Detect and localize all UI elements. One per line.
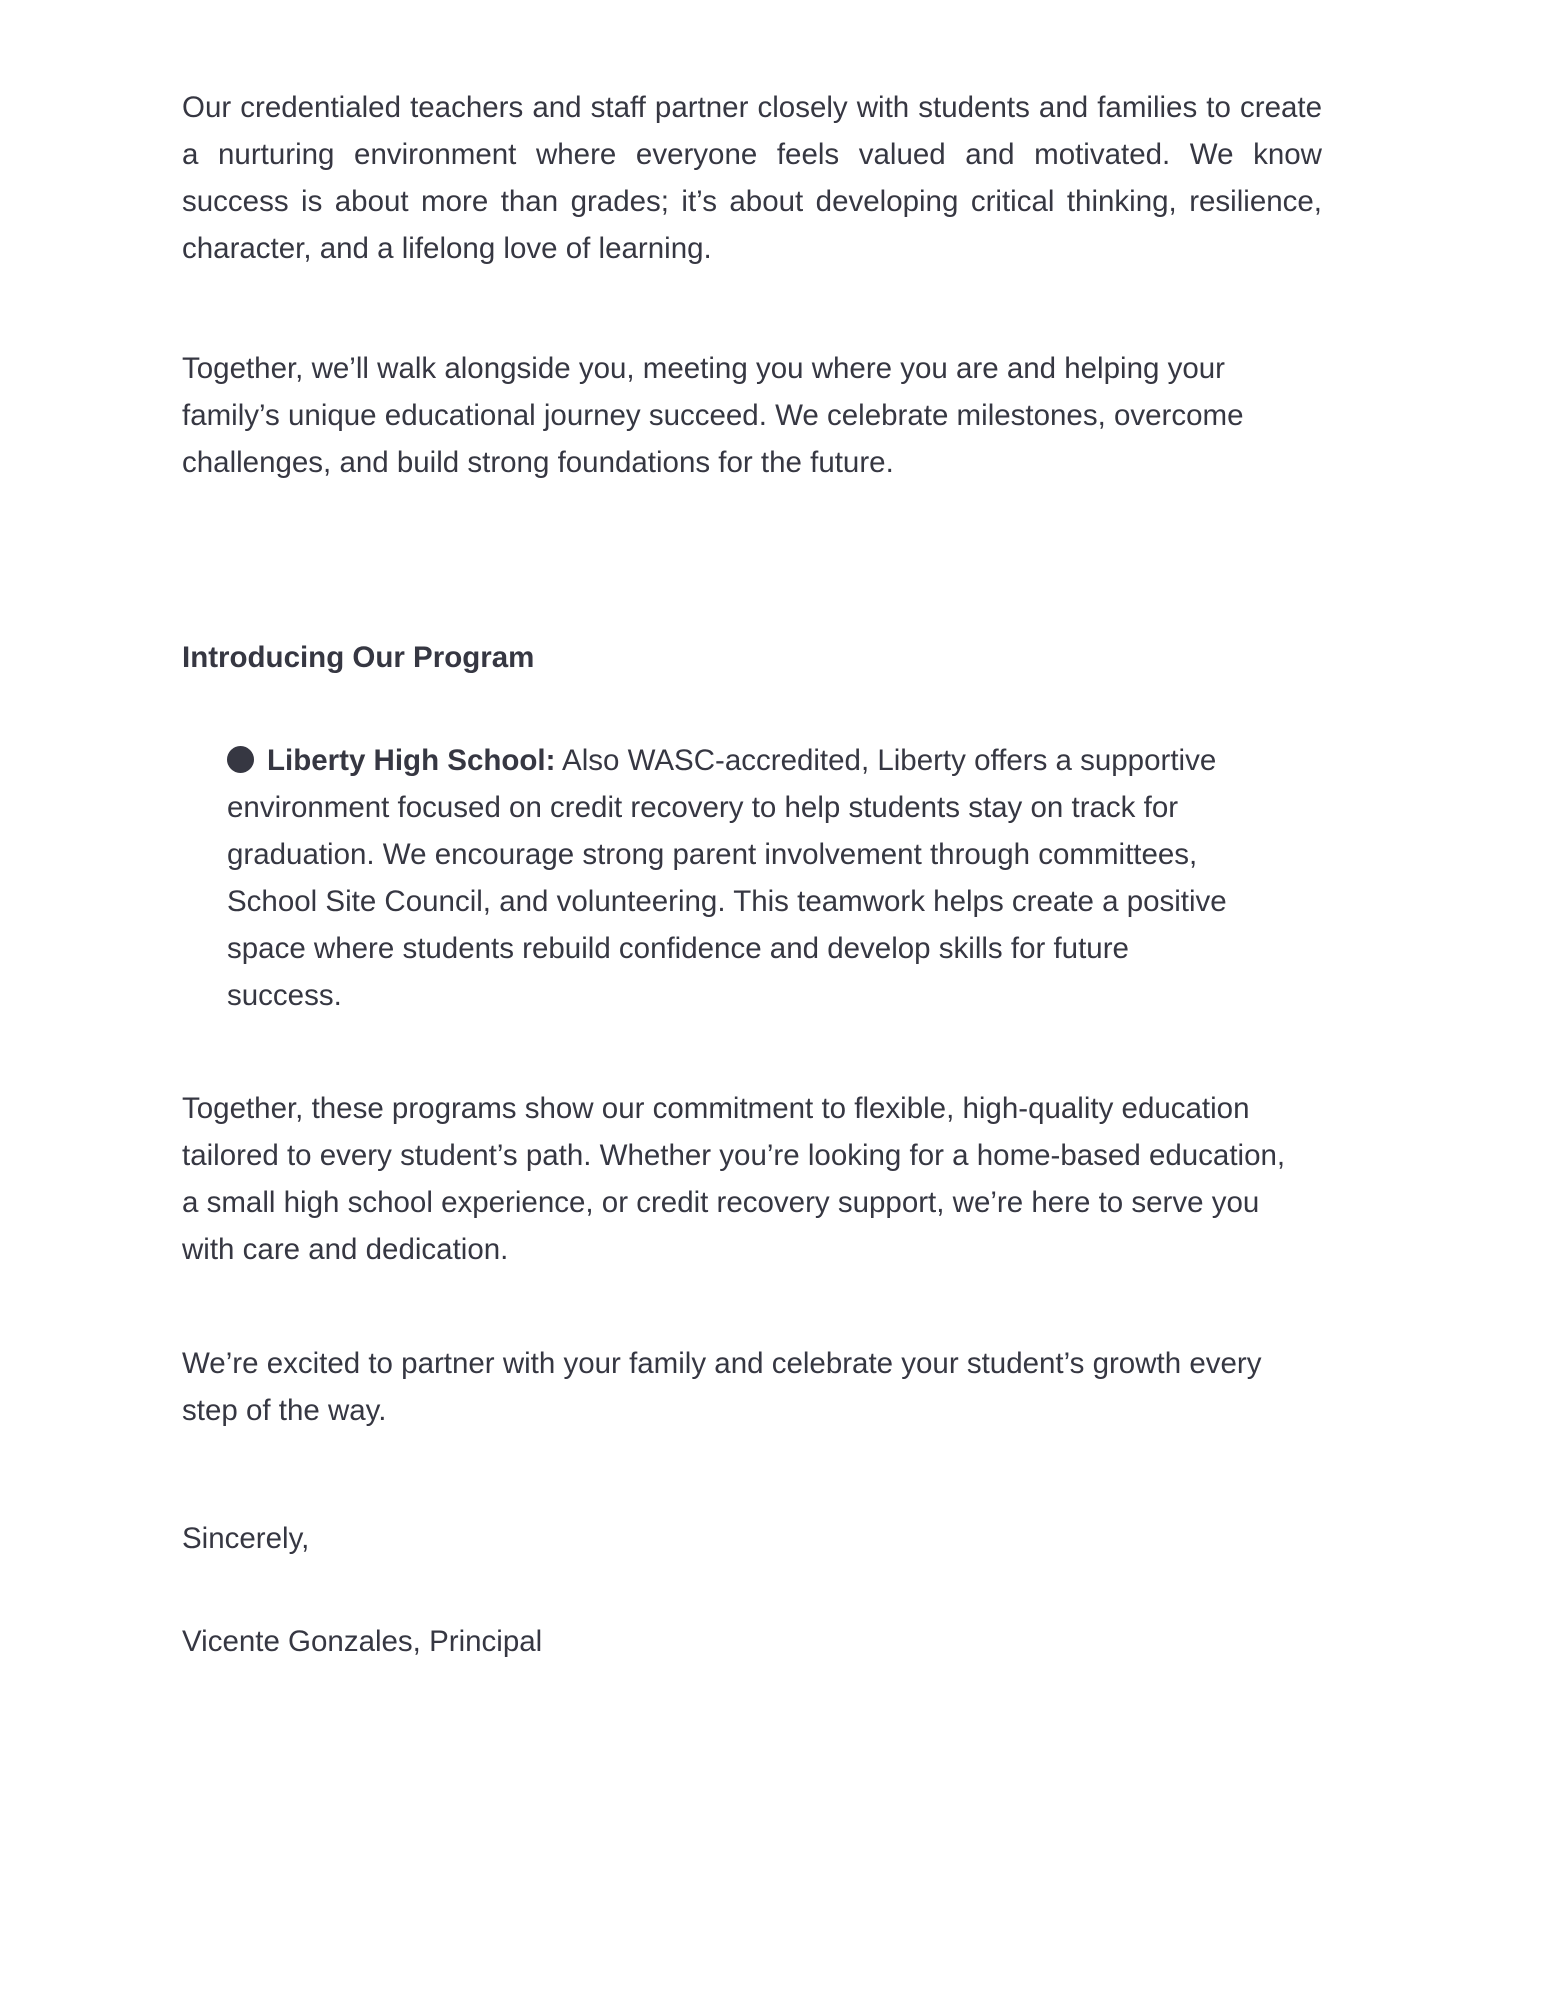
program-list-item bbox=[227, 737, 1327, 1019]
text-line: success. bbox=[227, 979, 342, 1012]
program-title: Liberty High School: bbox=[267, 744, 556, 777]
text-line: Also WASC-accredited, Liberty offers a supportive bbox=[555, 744, 1217, 777]
excitement-paragraph bbox=[182, 1340, 1382, 1434]
text-line: environment focused on credit recovery to help students stay on track for bbox=[227, 791, 1179, 824]
text-line: challenges, and build strong foundations for the future. bbox=[182, 446, 894, 479]
intro-paragraph: Our credentialed teachers and staff partner closely with students and families to create a nurturing environment where everyone feels valued and motivated. We know success is about more than grades; it’s about developing critical thinking, resilience, character, and a lifelong love of learning. bbox=[182, 91, 1322, 265]
text-line: family’s unique educational journey succeed. We celebrate milestones, overcome bbox=[182, 399, 1244, 432]
bullet-icon bbox=[227, 746, 254, 773]
closing-salutation: Sincerely, bbox=[182, 1522, 310, 1555]
text-line: space where students rebuild confidence and develop skills for future bbox=[227, 932, 1129, 965]
text-line: step of the way. bbox=[182, 1394, 387, 1427]
text-line: Together, these programs show our commitment to flexible, high-quality education bbox=[182, 1092, 1250, 1125]
text-line: a small high school experience, or credit recovery support, we’re here to serve you bbox=[182, 1186, 1260, 1219]
text-line: School Site Council, and volunteering. This teamwork helps create a positive bbox=[227, 885, 1227, 918]
signature: Vicente Gonzales, Principal bbox=[182, 1625, 543, 1658]
section-heading: Introducing Our Program bbox=[182, 641, 535, 674]
text-line: with care and dedication. bbox=[182, 1233, 509, 1266]
text-line: tailored to every student’s path. Whether you’re looking for a home-based education, bbox=[182, 1139, 1286, 1172]
partnership-paragraph bbox=[182, 345, 1382, 486]
text-line: We’re excited to partner with your family and celebrate your student’s growth every bbox=[182, 1347, 1262, 1380]
text-line: Together, we’ll walk alongside you, meeting you where you are and helping your bbox=[182, 352, 1225, 385]
text-line: graduation. We encourage strong parent involvement through committees, bbox=[227, 838, 1198, 871]
commitment-paragraph bbox=[182, 1085, 1382, 1273]
